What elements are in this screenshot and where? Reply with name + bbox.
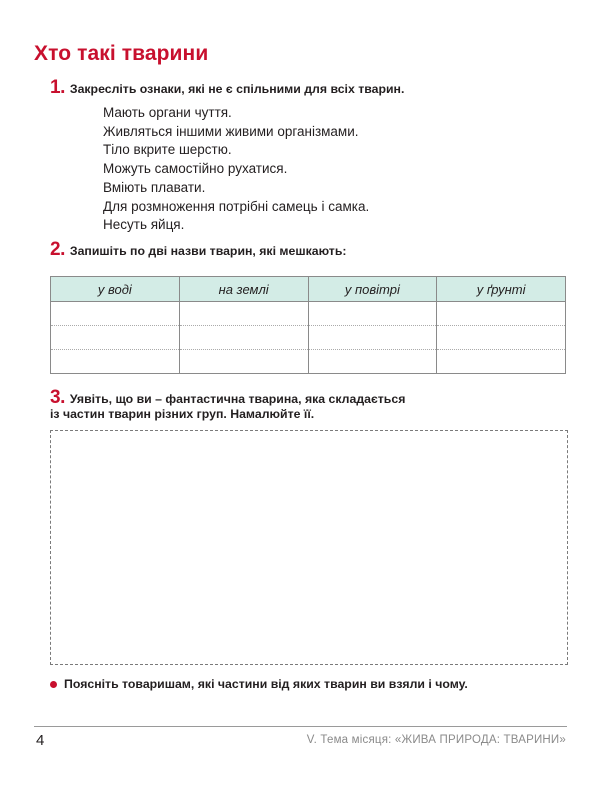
header-water: у воді — [51, 277, 180, 302]
footer-divider — [34, 726, 567, 727]
task-number: 1. — [50, 77, 65, 98]
table-header-row — [51, 277, 566, 302]
answer-cell[interactable] — [308, 350, 437, 374]
page-number: 4 — [36, 732, 45, 749]
traits-list — [103, 104, 369, 235]
header-land: на землі — [179, 277, 308, 302]
discussion-note — [50, 677, 468, 691]
trait-item[interactable]: Несуть яйця. — [103, 217, 185, 233]
page-title: Хто такі тварини — [34, 42, 209, 65]
answer-cell[interactable] — [437, 302, 566, 326]
answer-cell[interactable] — [179, 302, 308, 326]
task-text-line2: із частин тварин різних груп. Намалюйте її. — [50, 407, 315, 421]
task-number: 2. — [50, 239, 65, 260]
trait-item[interactable]: Для розмноження потрібні самець і самка. — [103, 198, 370, 214]
table-row — [51, 326, 566, 350]
bullet-icon — [50, 681, 57, 688]
task-text: Запишіть по дві назви тварин, які мешкають: — [69, 244, 347, 258]
running-head: V. Тема місяця: «ЖИВА ПРИРОДА: ТВАРИНИ» — [306, 734, 566, 746]
task-2-instruction — [50, 239, 347, 260]
task-text: Закресліть ознаки, які не є спільними для всіх тварин. — [69, 82, 405, 96]
task-1-instruction — [50, 77, 405, 98]
header-soil: у ґрунті — [437, 277, 566, 302]
answer-cell[interactable] — [51, 302, 180, 326]
answer-cell[interactable] — [437, 326, 566, 350]
answer-cell[interactable] — [437, 350, 566, 374]
note-text: Поясніть товаришам, які частини від яких тварин ви взяли і чому. — [64, 677, 468, 691]
answer-cell[interactable] — [51, 350, 180, 374]
task-number: 3. — [50, 387, 65, 408]
header-air: у повітрі — [308, 277, 437, 302]
trait-item[interactable]: Мають органи чуття. — [103, 105, 232, 120]
trait-item[interactable]: Можуть самостійно рухатися. — [103, 161, 288, 177]
answer-cell[interactable] — [179, 350, 308, 374]
trait-item[interactable]: Вміють плавати. — [103, 179, 206, 195]
answer-cell[interactable] — [51, 326, 180, 350]
table-row — [51, 350, 566, 374]
answer-cell[interactable] — [179, 326, 308, 350]
task-3-instruction — [50, 387, 430, 422]
habitat-table — [50, 276, 566, 374]
trait-item[interactable]: Живляться іншими живими організмами. — [103, 123, 359, 139]
trait-item[interactable]: Тіло вкрите шерстю. — [103, 142, 232, 158]
drawing-area[interactable] — [50, 430, 568, 665]
task-text-line1: Уявіть, що ви – фантастична тварина, яка складається — [69, 392, 406, 406]
answer-cell[interactable] — [308, 302, 437, 326]
table-row — [51, 302, 566, 326]
answer-cell[interactable] — [308, 326, 437, 350]
